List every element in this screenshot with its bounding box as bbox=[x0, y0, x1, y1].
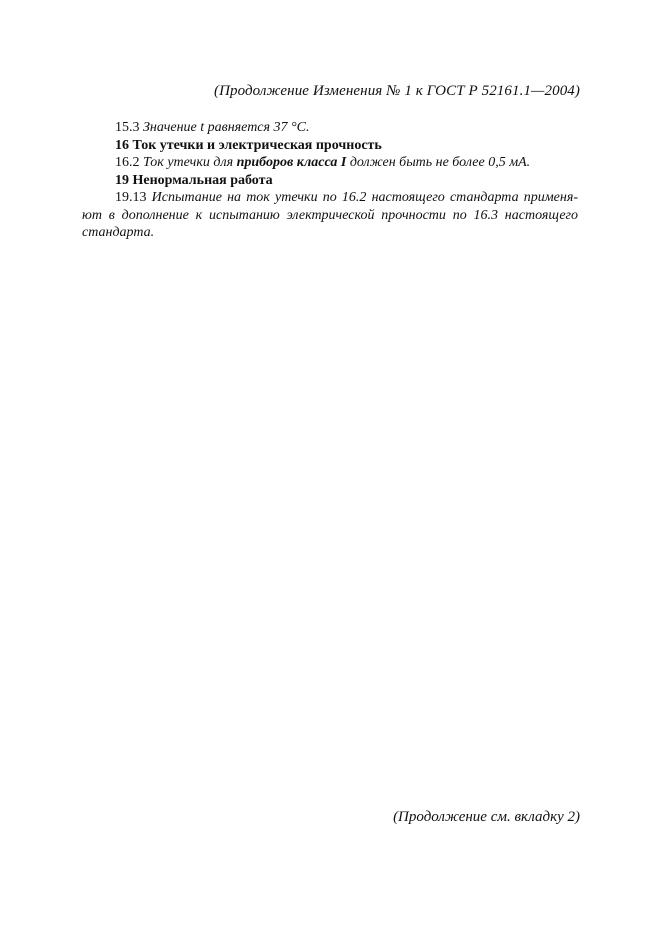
clause-text: равняется 37 °С. bbox=[204, 120, 310, 135]
clause-text: применя- bbox=[523, 190, 578, 205]
clause-emphasis: приборов класса I bbox=[236, 155, 347, 170]
clause-16-2 bbox=[82, 154, 578, 172]
section-heading-16: 16 Ток утечки и электрическая прочность bbox=[115, 137, 382, 153]
clause-19-13 bbox=[82, 189, 578, 242]
clause-text: Испытание на ток утечки по 16.2 настоящего стандарта bbox=[151, 190, 524, 205]
continuation-footer: (Продолжение см. вкладку 2) bbox=[393, 809, 580, 825]
clause-text: Ток утечки для bbox=[143, 155, 237, 170]
clause-text: должен быть не более 0,5 мА. bbox=[346, 155, 531, 170]
clause-15-3 bbox=[82, 119, 578, 137]
document-body bbox=[82, 119, 578, 242]
clause-number: 15.3 bbox=[115, 120, 140, 135]
continuation-header: (Продолжение Изменения № 1 к ГОСТ Р 52161.1—2004) bbox=[213, 83, 580, 99]
clause-number: 19.13 bbox=[115, 190, 147, 205]
clause-variable: t bbox=[200, 120, 205, 135]
section-heading-19: 19 Ненормальная работа bbox=[115, 172, 273, 188]
clause-number: 16.2 bbox=[115, 155, 140, 170]
clause-text: Значение bbox=[143, 120, 201, 135]
clause-text: ют в дополнение к испытанию электрической прочности по 16.3 настоящего стандарта. bbox=[82, 207, 578, 240]
